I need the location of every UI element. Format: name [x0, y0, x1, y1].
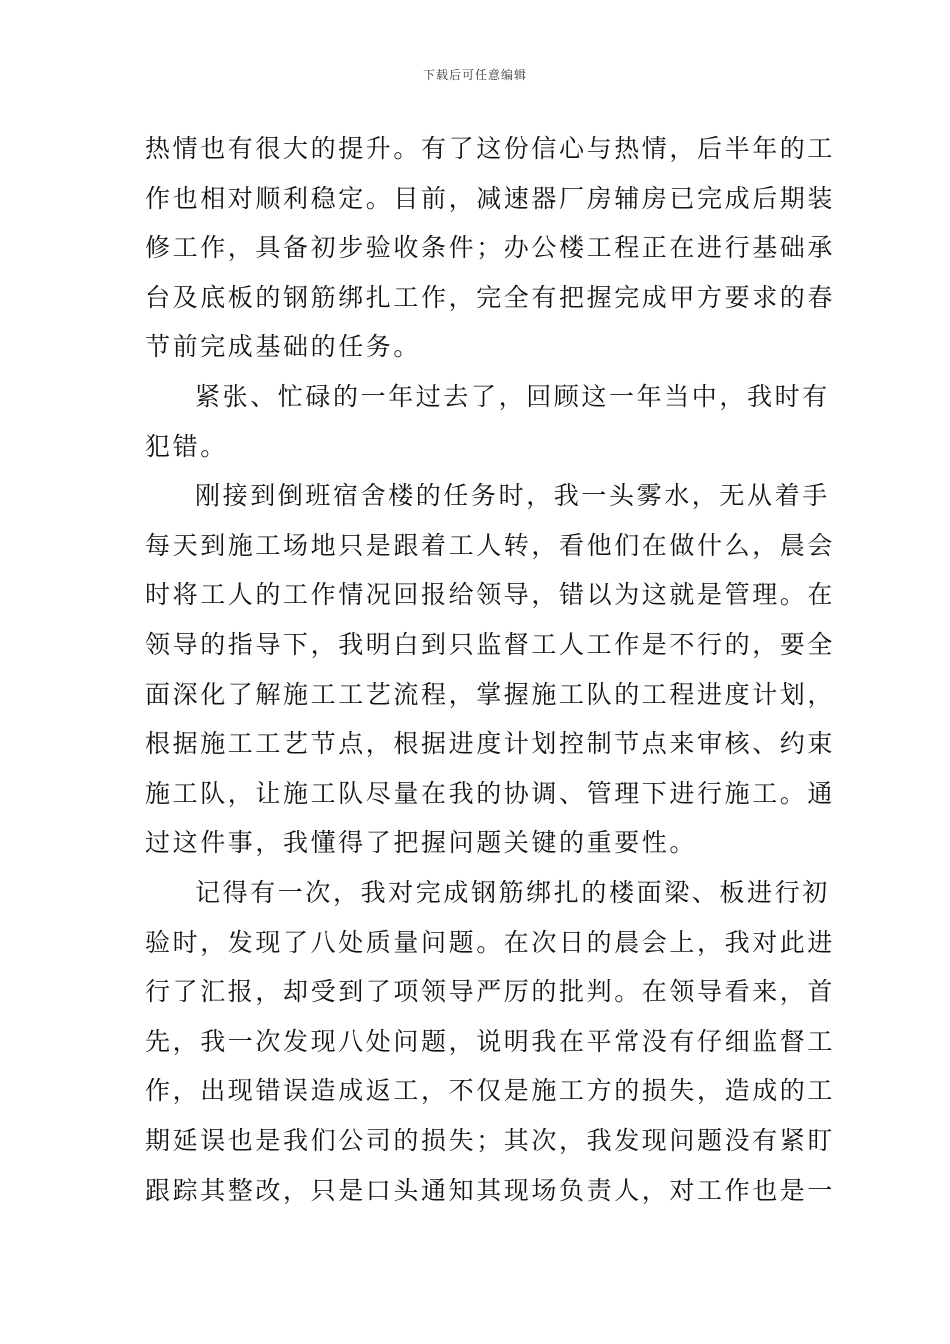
header-note: 下载后可任意编辑 [422, 68, 527, 82]
text-line: 记得有一次，我对完成钢筋绑扎的楼面梁、板进行初 [195, 878, 830, 907]
text-line: 修工作，具备初步验收条件；办公楼工程正在进行基础承 [145, 233, 836, 263]
text-line: 过这件事，我懂得了把握问题关键的重要性。 [145, 828, 698, 858]
text-line: 先，我一次发现八处问题，说明我在平常没有仔细监督工 [145, 1026, 836, 1056]
text-line: 验时，发现了八处质量问题。在次日的晨会上，我对此进 [145, 927, 836, 957]
text-line: 每天到施工场地只是跟着工人转，看他们在做什么，晨会 [145, 530, 836, 560]
text-line: 面深化了解施工工艺流程，掌握施工队的工程进度计划， [145, 679, 836, 709]
text-line: 刚接到倒班宿舍楼的任务时，我一头雾水，无从着手 [195, 481, 830, 511]
text-line: 台及底板的钢筋绑扎工作，完全有把握完成甲方要求的春 [145, 282, 836, 312]
text-line: 作，出现错误造成返工，不仅是施工方的损失，造成的工 [145, 1076, 836, 1106]
text-line: 热情也有很大的提升。有了这份信心与热情，后半年的工 [145, 134, 836, 163]
text-line: 领导的指导下，我明白到只监督工人工作是不行的，要全 [145, 630, 836, 659]
text-line: 作也相对顺利稳定。目前，减速器厂房辅房已完成后期装 [145, 183, 836, 213]
text-line: 紧张、忙碌的一年过去了，回顾这一年当中，我时有 [195, 382, 830, 411]
text-line: 施工队，让施工队尽量在我的协调、管理下进行施工。通 [145, 778, 836, 808]
text-line: 期延误也是我们公司的损失；其次，我发现问题没有紧盯 [145, 1126, 836, 1155]
text-line: 根据施工工艺节点，根据进度计划控制节点来审核、约束 [145, 729, 836, 759]
text-line: 时将工人的工作情况回报给领导，错以为这就是管理。在 [145, 580, 836, 610]
text-line: 犯错。 [145, 431, 228, 461]
text-line: 行了汇报，却受到了项领导严厉的批判。在领导看来，首 [145, 977, 836, 1007]
text-line: 节前完成基础的任务。 [145, 332, 422, 362]
text-line: 跟踪其整改，只是口头通知其现场负责人，对工作也是一 [145, 1175, 836, 1205]
